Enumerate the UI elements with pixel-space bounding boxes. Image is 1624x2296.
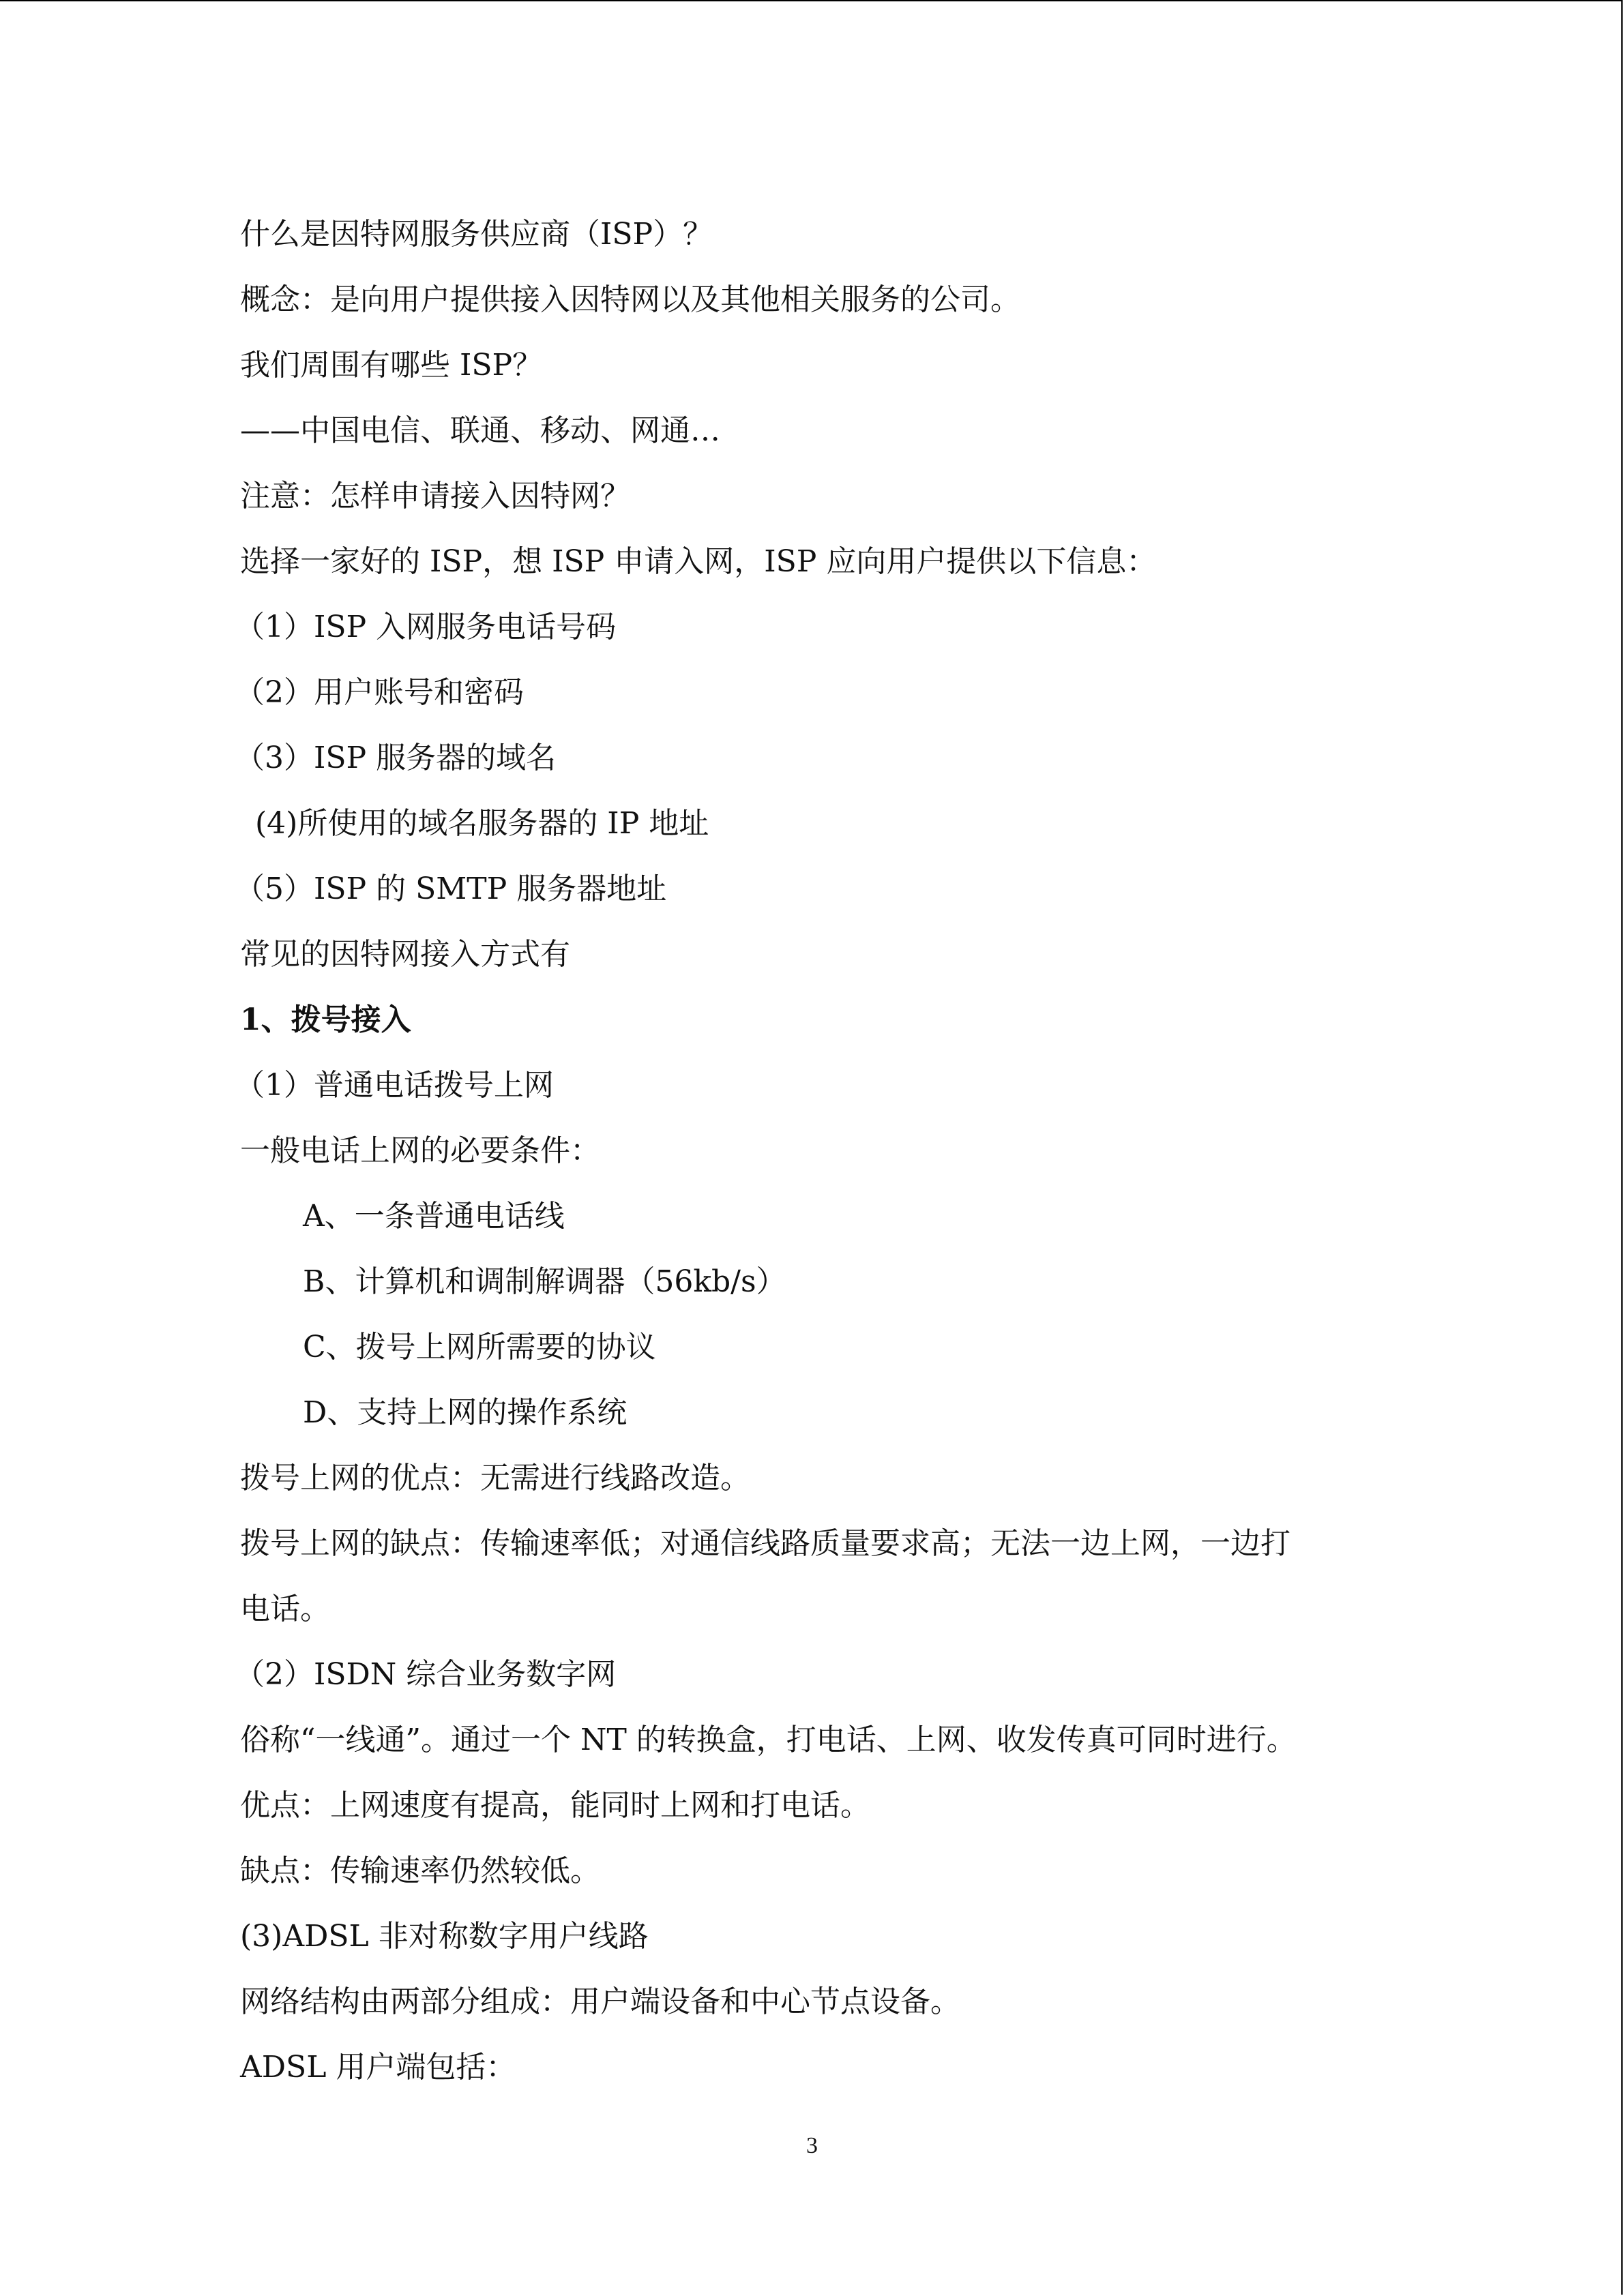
requirement-b: B、计算机和调制解调器（56kb/s）	[303, 1264, 786, 1299]
paragraph-isdn-pros: 优点：上网速度有提高，能同时上网和打电话。	[240, 1788, 870, 1823]
paragraph-choose-isp: 选择一家好的 ISP，想 ISP 申请入网，ISP 应向用户提供以下信息：	[240, 544, 1157, 579]
requirement-a: A、一条普通电话线	[303, 1199, 565, 1234]
paragraph-dialup-cons-cont: 电话。	[240, 1592, 330, 1626]
paragraph-access-methods: 常见的因特网接入方式有	[240, 937, 570, 972]
requirement-c: C、拨号上网所需要的协议	[303, 1330, 656, 1365]
section-heading-dialup: 1、拨号接入	[240, 1002, 411, 1037]
paragraph-adsl-user-side: ADSL 用户端包括：	[240, 2050, 516, 2085]
paragraph-dialup-cons: 拨号上网的缺点：传输速率低；对通信线路质量要求高；无法一边上网，一边打	[240, 1526, 1290, 1561]
requirement-d: D、支持上网的操作系统	[303, 1395, 628, 1430]
paragraph-adsl-structure: 网络结构由两部分组成：用户端设备和中心节点设备。	[240, 1984, 960, 2019]
subheading-adsl: (3)ADSL 非对称数字用户线路	[240, 1919, 649, 1954]
paragraph-dialup-pros: 拨号上网的优点：无需进行线路改造。	[240, 1461, 750, 1495]
paragraph-isp-examples: ——中国电信、联通、移动、网通…	[240, 413, 720, 448]
paragraph-isdn-cons: 缺点：传输速率仍然较低。	[240, 1853, 600, 1888]
paragraph-isp-concept: 概念：是向用户提供接入因特网以及其他相关服务的公司。	[240, 282, 1020, 317]
page-number: 3	[806, 2133, 818, 2158]
paragraph-isp-nearby-question: 我们周围有哪些 ISP？	[240, 348, 543, 383]
list-item-1: （1）ISP 入网服务电话号码	[235, 610, 617, 644]
heading-isp-question: 什么是因特网服务供应商（ISP）？	[240, 217, 713, 252]
list-item-5: （5）ISP 的 SMTP 服务器地址	[235, 871, 667, 906]
list-item-4: (4)所使用的域名服务器的 IP 地址	[255, 806, 709, 841]
paragraph-note-apply: 注意：怎样申请接入因特网？	[240, 479, 630, 513]
list-item-3: （3）ISP 服务器的域名	[235, 741, 557, 775]
list-item-2: （2）用户账号和密码	[235, 675, 524, 710]
subheading-isdn: （2）ISDN 综合业务数字网	[235, 1657, 617, 1692]
paragraph-isdn-desc: 俗称“一线通”。通过一个 NT 的转换盒，打电话、上网、收发传真可同时进行。	[240, 1723, 1297, 1757]
subheading-phone-dialup: （1）普通电话拨号上网	[235, 1068, 554, 1103]
paragraph-requirements: 一般电话上网的必要条件：	[240, 1133, 600, 1168]
